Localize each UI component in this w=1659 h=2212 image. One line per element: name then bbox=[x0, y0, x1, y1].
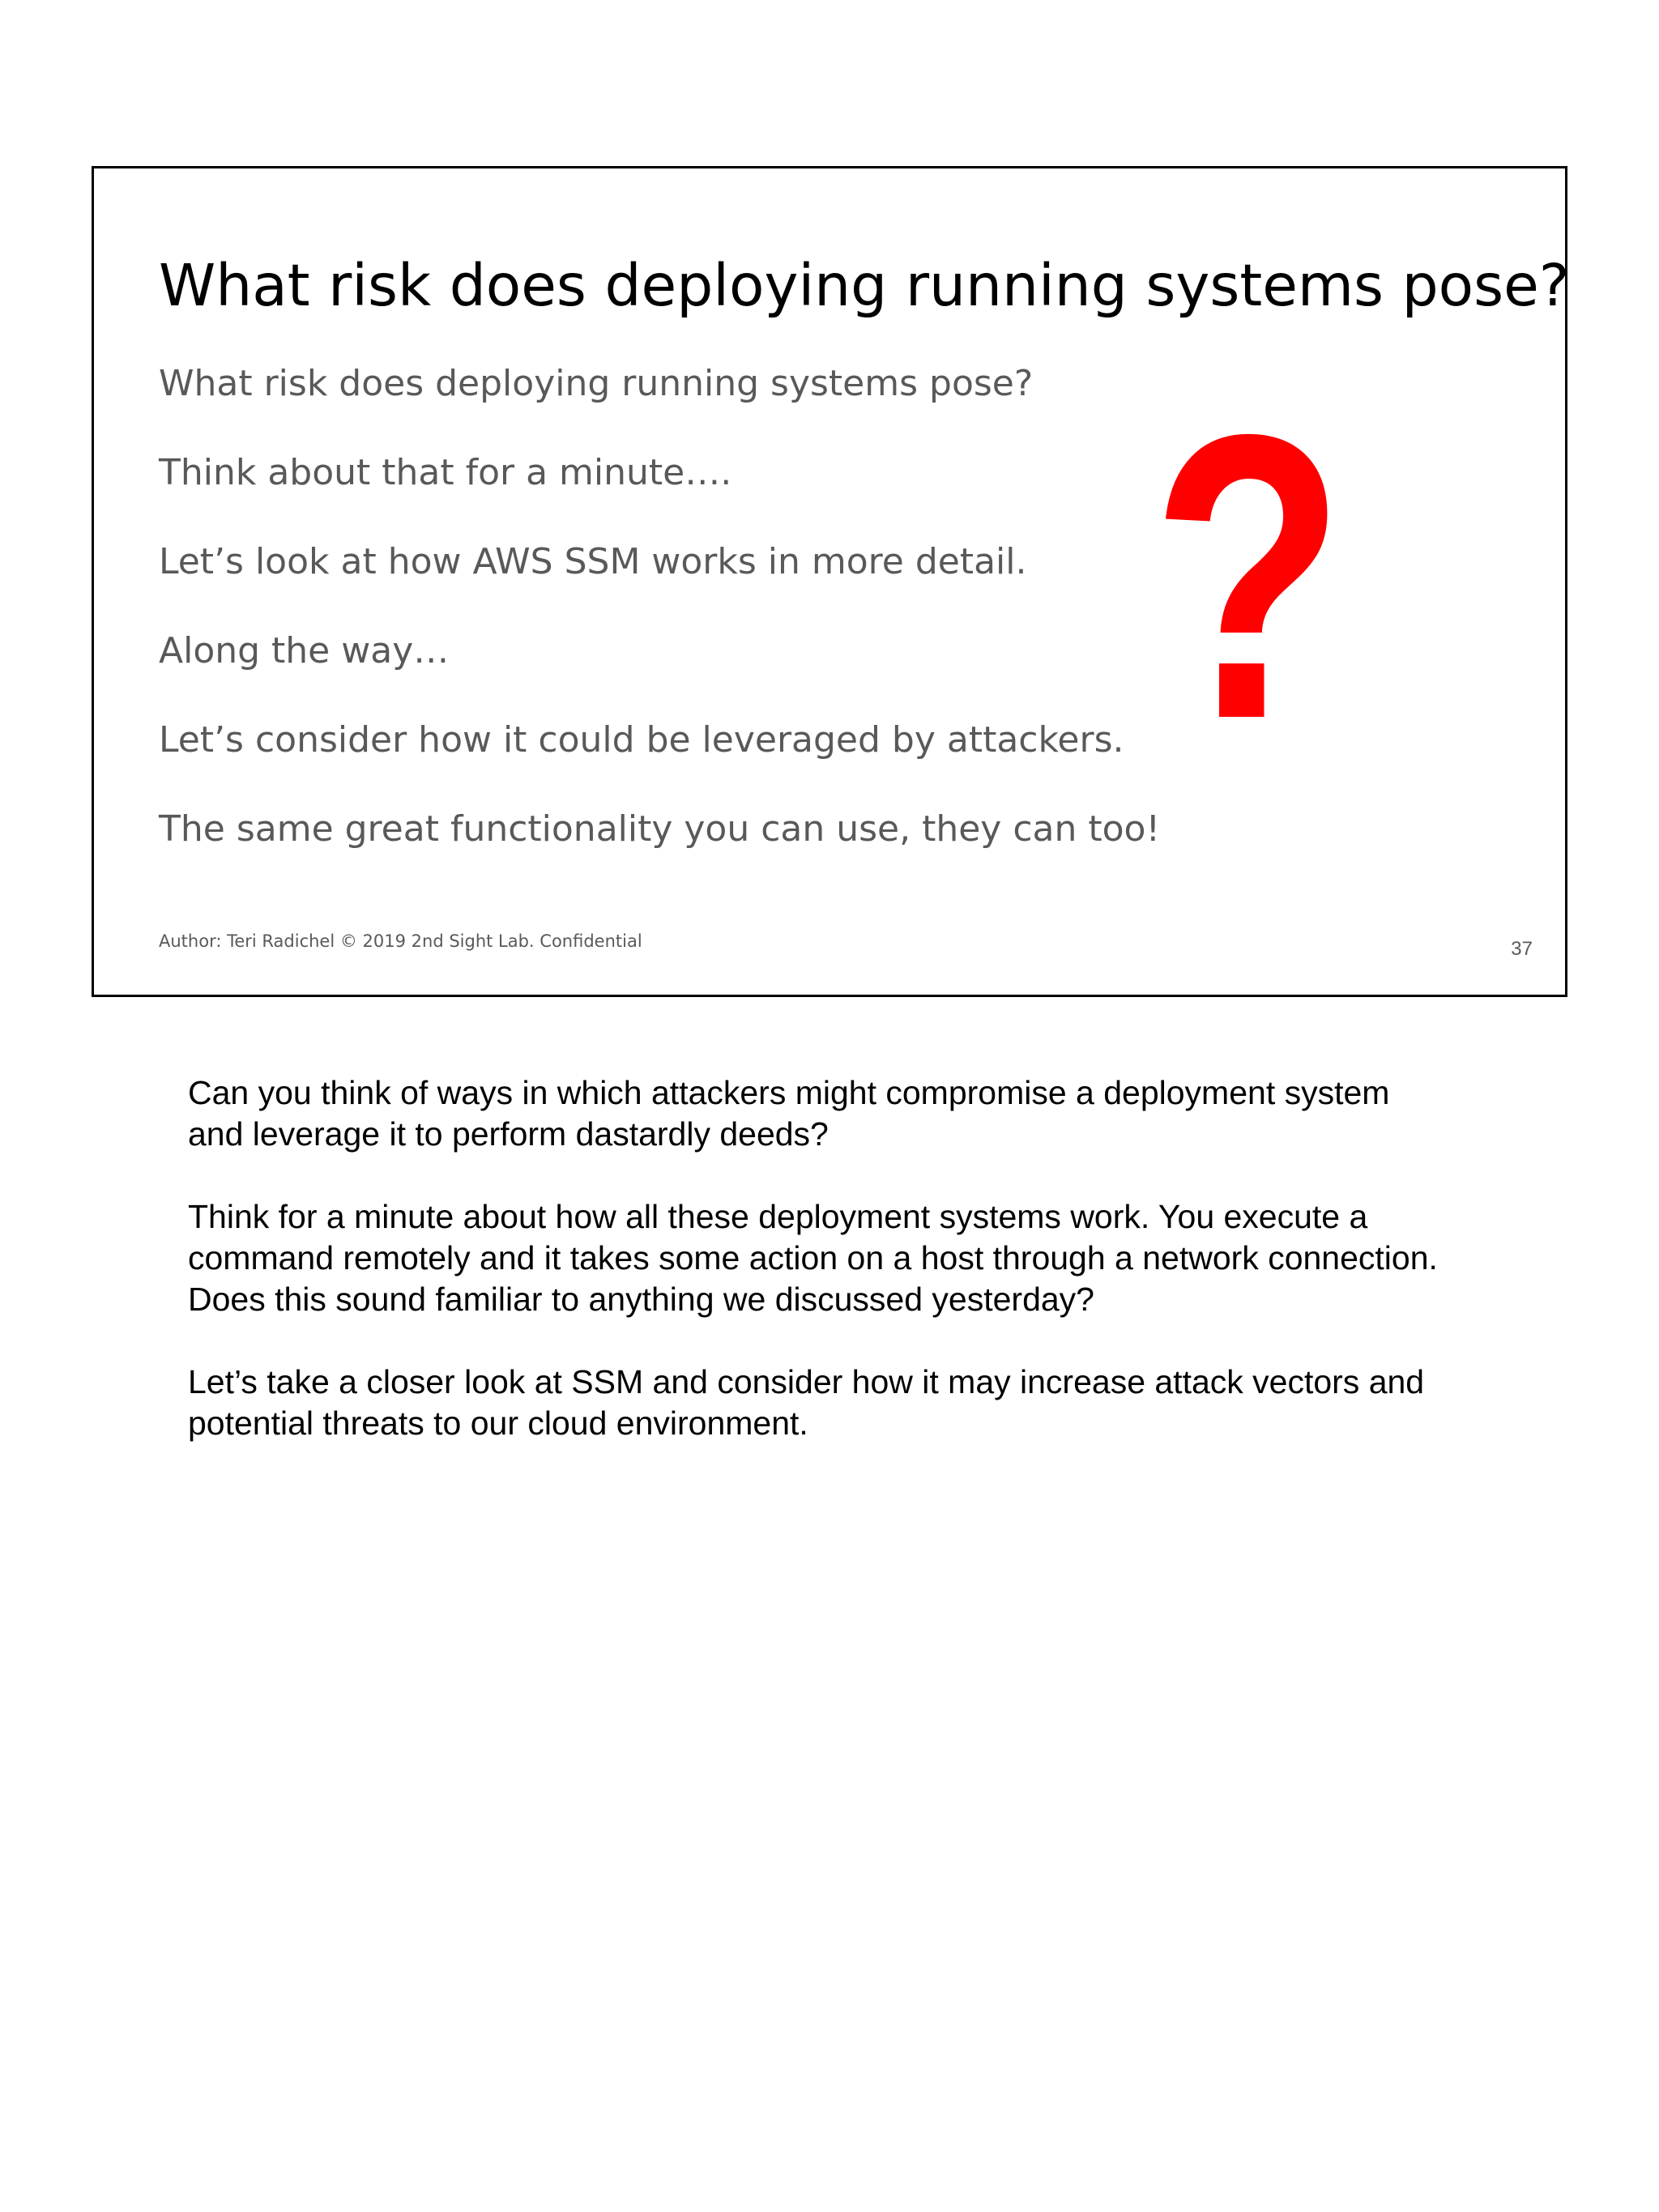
notes-line: Does this sound familiar to anything we discussed yesterday? bbox=[188, 1281, 1094, 1318]
slide-bullet: Let’s consider how it could be leveraged by attackers. bbox=[159, 719, 1124, 761]
question-mark-glyph: ? bbox=[1151, 350, 1346, 803]
slide-bullet-list bbox=[159, 360, 1160, 894]
slide-bullet: Along the way… bbox=[159, 630, 450, 671]
notes-line: and leverage it to perform dastardly deeds? bbox=[188, 1115, 829, 1153]
slide-frame bbox=[92, 166, 1570, 997]
notes-line: Can you think of ways in which attackers might compromise a deployment system bbox=[188, 1074, 1390, 1111]
slide-bullet: The same great functionality you can use, they can too! bbox=[159, 808, 1161, 850]
slide-footer-author: Author: Teri Radichel © 2019 2nd Sight Lab. Confidential bbox=[159, 931, 642, 951]
question-mark-icon bbox=[1135, 350, 1362, 803]
notes-line: Think for a minute about how all these deployment systems work. You execute a bbox=[188, 1198, 1368, 1235]
notes-paragraph bbox=[188, 1362, 1525, 1444]
notes-line: potential threats to our cloud environment. bbox=[188, 1404, 808, 1442]
speaker-notes bbox=[188, 1072, 1525, 1485]
slide-bullet: Let’s look at how AWS SSM works in more detail. bbox=[159, 541, 1027, 582]
notes-line: command remotely and it takes some action on a host through a network connection. bbox=[188, 1239, 1438, 1276]
slide-page-number: 37 bbox=[1511, 938, 1533, 960]
notes-paragraph bbox=[188, 1072, 1525, 1155]
notes-line: Let’s take a closer look at SSM and consider how it may increase attack vectors and bbox=[188, 1363, 1425, 1400]
slide-title: What risk does deploying running systems pose? bbox=[159, 252, 1570, 319]
slide-bullet: Think about that for a minute…. bbox=[159, 452, 732, 493]
slide-bullet: What risk does deploying running systems pose? bbox=[159, 363, 1034, 404]
notes-paragraph bbox=[188, 1196, 1525, 1320]
